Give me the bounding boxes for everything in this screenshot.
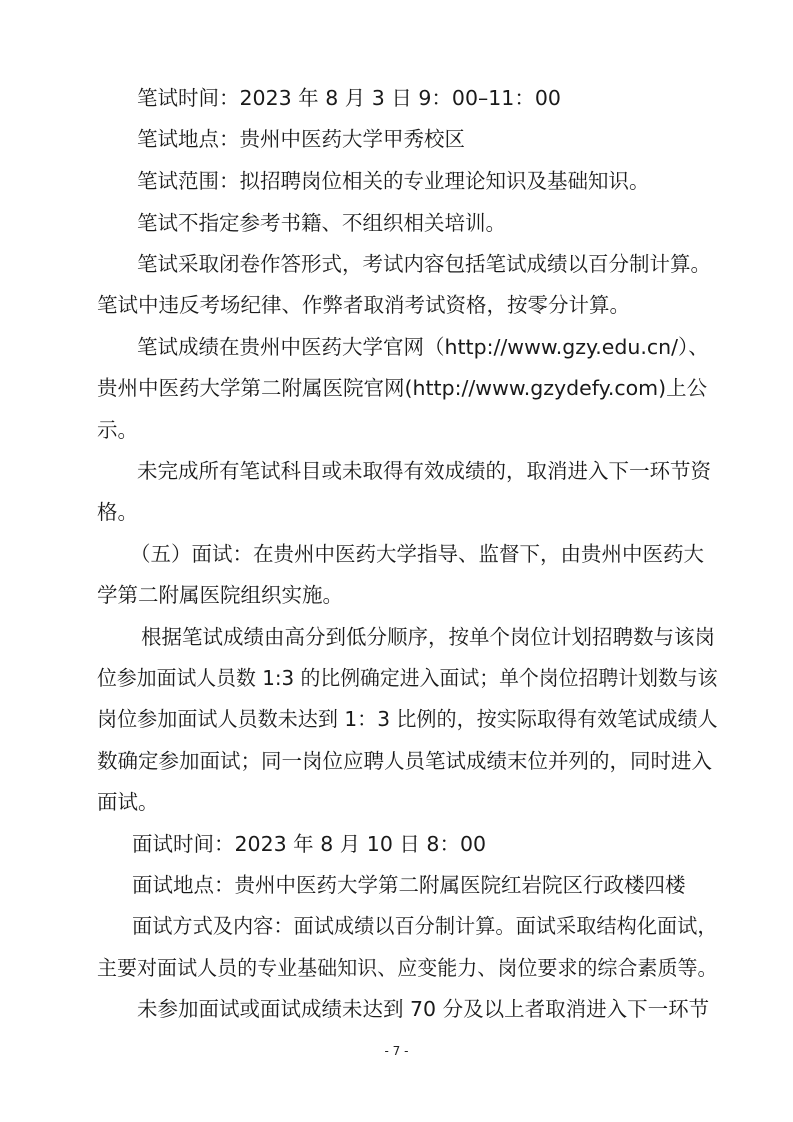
text-line: 面试时间：2023 年 8 月 10 日 8：00 xyxy=(132,832,487,856)
text-line: 未参加面试或面试成绩未达到 70 分及以上者取消进入下一环节 xyxy=(137,997,710,1021)
text-line: 笔试地点：贵州中医药大学甲秀校区 xyxy=(137,127,465,151)
text-line: 笔试不指定参考书籍、不组织相关培训。 xyxy=(137,211,506,235)
text-line: 面试地点：贵州中医药大学第二附属医院红岩院区行政楼四楼 xyxy=(132,873,686,897)
text-line: 岗位参加面试人员数未达到 1：3 比例的，按实际取得有效笔试成绩人 xyxy=(97,707,718,731)
text-line: 学第二附属医院组织实施。 xyxy=(97,583,343,607)
text-line: 未完成所有笔试科目或未取得有效成绩的，取消进入下一环节资 xyxy=(137,459,711,483)
text-line: 笔试范围：拟招聘岗位相关的专业理论知识及基础知识。 xyxy=(137,169,650,193)
text-line: 根据笔试成绩由高分到低分顺序，按单个岗位计划招聘数与该岗 xyxy=(141,625,715,649)
text-line: 笔试时间：2023 年 8 月 3 日 9：00–11：00 xyxy=(137,86,561,110)
text-line: （五）面试：在贵州中医药大学指导、监督下，由贵州中医药大 xyxy=(130,542,704,566)
text-line: 位参加面试人员数 1:3 的比例确定进入面试；单个岗位招聘计划数与该 xyxy=(97,666,718,690)
text-line: 数确定参加面试；同一岗位应聘人员笔试成绩末位并列的，同时进入 xyxy=(97,749,712,773)
text-line: 笔试采取闭卷作答形式，考试内容包括笔试成绩以百分制计算。 xyxy=(137,252,711,276)
text-line: 格。 xyxy=(97,500,138,524)
text-line: 贵州中医药大学第二附属医院官网(http://www.gzydefy.com)上公 xyxy=(97,376,708,400)
text-line: 面试方式及内容：面试成绩以百分制计算。面试采取结构化面试， xyxy=(132,914,718,938)
text-line: 面试。 xyxy=(97,790,159,814)
text-line: 主要对面试人员的专业基础知识、应变能力、岗位要求的综合素质等。 xyxy=(97,956,718,980)
page-number: - 7 - xyxy=(384,1044,409,1058)
text-line: 笔试中违反考场纪律、作弊者取消考试资格，按零分计算。 xyxy=(97,293,630,317)
text-line: 示。 xyxy=(97,418,138,442)
text-line: 笔试成绩在贵州中医药大学官网（http://www.gzy.edu.cn/）、 xyxy=(137,335,709,359)
